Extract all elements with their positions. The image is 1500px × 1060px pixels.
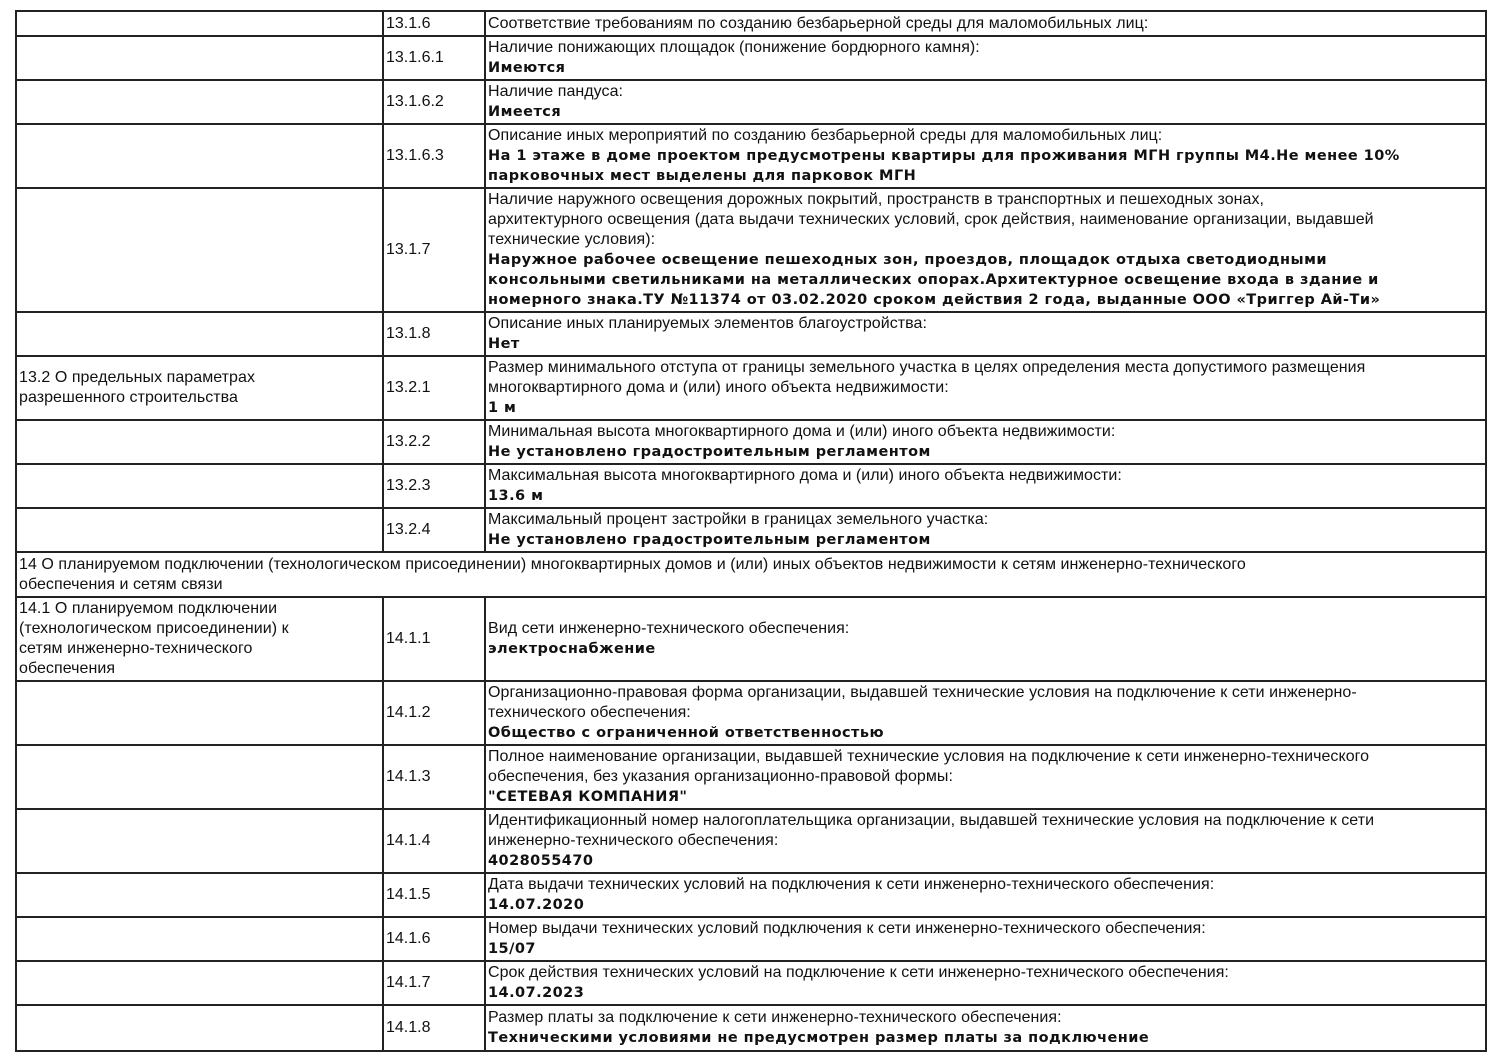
item-value-line: Имеются [488,60,566,76]
table-row [17,553,1487,598]
item-label-line: Номер выдачи технических условий подключения к сети инженерно-технического обеспечения: [488,920,1206,937]
section-name-cell [17,810,384,872]
table-row [17,598,1487,682]
section-name-cell [17,81,384,123]
item-value-line: Наружное рабочее освещение пешеходных зон, проездов, площадок отдыха светодиодными [488,252,1327,268]
item-label-line: архитектурного освещения (дата выдачи технических условий, срок действия, наименование организации, выдавшей [488,211,1374,228]
item-label-line: Описание иных планируемых элементов благоустройства: [488,315,927,332]
item-number: 13.2.1 [386,379,431,396]
item-label-line: Максимальная высота многоквартирного дома и (или) иного объекта недвижимости: [488,467,1122,484]
item-number: 13.1.6.3 [386,147,444,164]
table-row [17,874,1487,918]
item-content-cell [486,1006,1487,1050]
item-value-line: Техническими условиями не предусмотрен размер платы за подключение [488,1030,1150,1046]
item-number-cell [384,125,486,187]
item-number: 13.1.7 [386,241,431,258]
section-heading-cell [17,553,1487,596]
table-row [17,12,1487,37]
item-content-cell [486,313,1487,355]
table-row [17,313,1487,357]
item-number-cell [384,37,486,79]
item-label-line: Минимальная высота многоквартирного дома и (или) иного объекта недвижимости: [488,423,1116,440]
item-number: 14.1.3 [386,768,431,785]
item-content-cell [486,682,1487,744]
item-number-cell [384,313,486,355]
section-name-cell [17,1006,384,1050]
section-name-cell [17,682,384,744]
section-name-cell [17,465,384,507]
table-row [17,746,1487,810]
item-value-line: Нет [488,336,520,352]
section-name-line: обеспечения [19,660,116,677]
item-value-line: На 1 этаже в доме проектом предусмотрены квартиры для проживания МГН группы М4.Не менее 10% [488,148,1400,164]
table-row [17,357,1487,421]
item-content-cell [486,189,1487,311]
section-name-cell [17,509,384,551]
item-content-cell [486,125,1487,187]
item-value-line: 14.07.2023 [488,985,585,1001]
item-content-cell [486,746,1487,808]
item-label-line: технические условия): [488,231,656,248]
table-row [17,125,1487,189]
item-number: 13.1.6.2 [386,93,444,110]
section-name-cell [17,12,384,35]
item-number: 13.2.3 [386,477,431,494]
item-value-line: 13.6 м [488,488,544,504]
item-value-line: Не установлено градостроительным регламентом [488,532,931,548]
item-content-cell [486,962,1487,1004]
item-value-line: консольными светильниками на металлических опорах.Архитектурное освещение входа в здание и [488,272,1379,288]
table-row [17,918,1487,962]
item-number-cell [384,598,486,680]
section-name-cell [17,746,384,808]
item-content-cell [486,509,1487,551]
section-name-line: (технологическом присоединении) к [19,620,289,637]
item-label-line: Организационно-правовая форма организации, выдавшей технические условия на подключение к сети инженерно- [488,684,1357,701]
item-label-line: Срок действия технических условий на подключение к сети инженерно-технического обеспечения: [488,964,1229,981]
section-name-line: 14.1 О планируемом подключении [19,600,278,617]
item-content-cell [486,37,1487,79]
item-label-line: Размер платы за подключение к сети инженерно-технического обеспечения: [488,1009,1062,1026]
item-value-line: 1 м [488,400,517,416]
item-label-line: Наличие наружного освещения дорожных покрытий, пространств в транспортных и пешеходных зонах, [488,191,1265,208]
table-row [17,189,1487,313]
item-label-line: многоквартирного дома и (или) иного объекта недвижимости: [488,379,949,396]
section-name-cell [17,313,384,355]
item-label-line: Вид сети инженерно-технического обеспечения: [488,620,850,637]
document-table [15,10,1487,1052]
item-content-cell [486,918,1487,960]
item-content-cell [486,465,1487,507]
item-label-line: Наличие понижающих площадок (понижение бордюрного камня): [488,39,980,56]
section-name-line: 13.2 О предельных параметрах [19,369,255,386]
item-label-line: инженерно-технического обеспечения: [488,832,779,849]
section-name-line: сетям инженерно-технического [19,640,253,657]
section-name-cell [17,421,384,463]
item-number-cell [384,682,486,744]
item-number: 14.1.8 [386,1019,431,1036]
item-number: 14.1.1 [386,630,431,647]
item-number: 14.1.4 [386,832,431,849]
item-number: 14.1.2 [386,704,431,721]
section-name-cell [17,918,384,960]
section-name-cell [17,874,384,916]
item-label-line: Идентификационный номер налогоплательщика организации, выдавшей технические условия на подключение к сети [488,812,1375,829]
item-label-line: Наличие пандуса: [488,83,624,100]
item-label-line: Максимальный процент застройки в границах земельного участка: [488,511,989,528]
item-number-cell [384,81,486,123]
item-value-line: 4028055470 [488,853,594,869]
table-row [17,81,1487,125]
item-value-line: Имеется [488,104,562,120]
item-number: 14.1.5 [386,886,431,903]
table-row [17,682,1487,746]
item-value-line: "СЕТЕВАЯ КОМПАНИЯ" [488,789,688,805]
table-row [17,509,1487,553]
item-label-line: Полное наименование организации, выдавшей технические условия на подключение к сети инженерно-технического [488,748,1370,765]
item-number: 14.1.6 [386,930,431,947]
table-row [17,962,1487,1006]
item-number-cell [384,189,486,311]
item-number: 14.1.7 [386,974,431,991]
item-content-cell [486,598,1487,680]
item-number-cell [384,509,486,551]
item-number-cell [384,874,486,916]
item-label-line: Размер минимального отступа от границы земельного участка в целях определения места допустимого размещения [488,359,1366,376]
section-name-cell [17,357,384,419]
section-name-cell [17,598,384,680]
item-label-line: Соответствие требованиям по созданию безбарьерной среды для маломобильных лиц: [488,14,1149,32]
item-number-cell [384,465,486,507]
section-name-cell [17,125,384,187]
item-number: 13.2.2 [386,433,431,450]
item-number-cell [384,1006,486,1050]
item-value-line: Не установлено градостроительным регламентом [488,444,931,460]
item-label-line: Описание иных мероприятий по созданию безбарьерной среды для маломобильных лиц: [488,127,1163,144]
item-label-line: обеспечения, без указания организационно-правовой формы: [488,768,953,785]
item-content-cell [486,874,1487,916]
section-heading-line: 14 О планируемом подключении (технологическом присоединении) многоквартирных домов и (или) иных объектов недвижимости к сетям инженерно-технического [19,555,1246,573]
table-row [17,37,1487,81]
section-name-line: разрешенного строительства [19,389,238,406]
item-value-line: номерного знака.ТУ №11374 от 03.02.2020 сроком действия 2 года, выданные ООО «Триггер Ай-Ти» [488,292,1381,308]
section-heading-line: обеспечения и сетям связи [19,575,223,593]
table-row [17,465,1487,509]
section-name-cell [17,962,384,1004]
item-value-line: Общество с ограниченной ответственностью [488,725,885,741]
item-content-cell [486,810,1487,872]
item-number-cell [384,421,486,463]
section-name-cell [17,37,384,79]
table-row [17,1006,1487,1052]
item-number-cell [384,746,486,808]
item-content-cell [486,421,1487,463]
item-number-cell [384,12,486,35]
table-row [17,810,1487,874]
item-value-line: парковочных мест выделены для парковок МГН [488,168,917,184]
item-content-cell [486,12,1487,35]
item-label-line: технического обеспечения: [488,704,691,721]
item-number-cell [384,357,486,419]
item-number-cell [384,962,486,1004]
item-number: 13.2.4 [386,521,431,538]
item-number: 13.1.6.1 [386,49,444,66]
item-number-cell [384,918,486,960]
item-content-cell [486,81,1487,123]
section-name-cell [17,189,384,311]
table-row [17,421,1487,465]
item-value-line: 14.07.2020 [488,897,585,913]
item-label-line: Дата выдачи технических условий на подключения к сети инженерно-технического обеспечения: [488,876,1215,893]
item-value-line: 15/07 [488,941,536,957]
item-number: 13.1.6 [386,14,431,32]
item-value-line: электроснабжение [488,641,656,657]
item-number: 13.1.8 [386,325,431,342]
item-content-cell [486,357,1487,419]
item-number-cell [384,810,486,872]
